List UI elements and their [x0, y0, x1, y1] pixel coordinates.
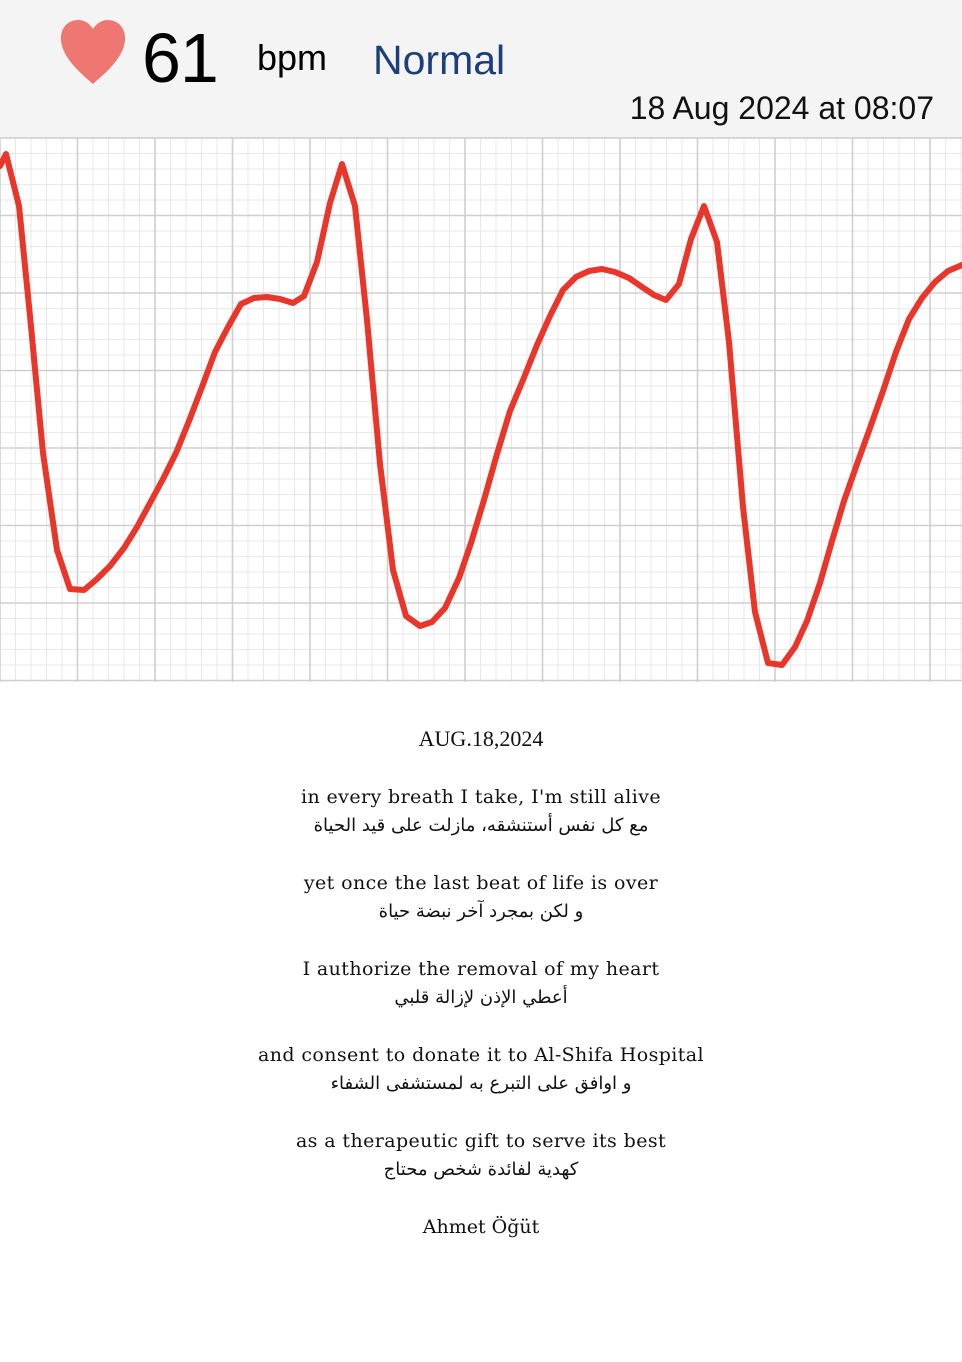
- measurement-timestamp: 18 Aug 2024 at 08:07: [629, 90, 934, 126]
- ecg-waveform-chart: [0, 138, 962, 682]
- english-line: and consent to donate it to Al-Shifa Hospital: [257, 1044, 705, 1066]
- poem-block: [0, 722, 962, 1242]
- bpm-unit-label: bpm: [257, 37, 328, 78]
- poem-stanza: [0, 1126, 962, 1184]
- poem-author: Ahmet Öğüt: [422, 1216, 540, 1238]
- arabic-line: مع كل نفس أستنشقه، مازلت على قيد الحياة: [313, 815, 649, 836]
- english-line: I authorize the removal of my heart: [302, 958, 660, 980]
- ecg-minor-grid: [0, 138, 962, 682]
- ecg-major-grid: [0, 138, 962, 682]
- arabic-line: أعطي الإذن لإزالة قلبي: [394, 987, 568, 1008]
- poem-stanza: [0, 954, 962, 1012]
- poem-date: AUG.18,2024: [418, 726, 544, 751]
- poem-stanza: [0, 782, 962, 840]
- heart-rate-status: Normal: [373, 37, 506, 83]
- english-line: in every breath I take, I'm still alive: [300, 786, 661, 808]
- heart-icon: [58, 18, 128, 86]
- arabic-line: كهدية لفائدة شخص محتاج: [383, 1159, 579, 1180]
- arabic-line: و لكن بمجرد آخر نبضة حياة: [378, 901, 584, 922]
- heart-rate-header: [0, 0, 962, 138]
- poem-stanza: [0, 868, 962, 926]
- english-line: yet once the last beat of life is over: [303, 872, 659, 894]
- english-line: as a therapeutic gift to serve its best: [295, 1130, 667, 1152]
- poem-stanza: [0, 1040, 962, 1098]
- bpm-value: 61: [142, 19, 218, 97]
- arabic-line: و اوافق على التبرع به لمستشفى الشفاء: [330, 1073, 632, 1094]
